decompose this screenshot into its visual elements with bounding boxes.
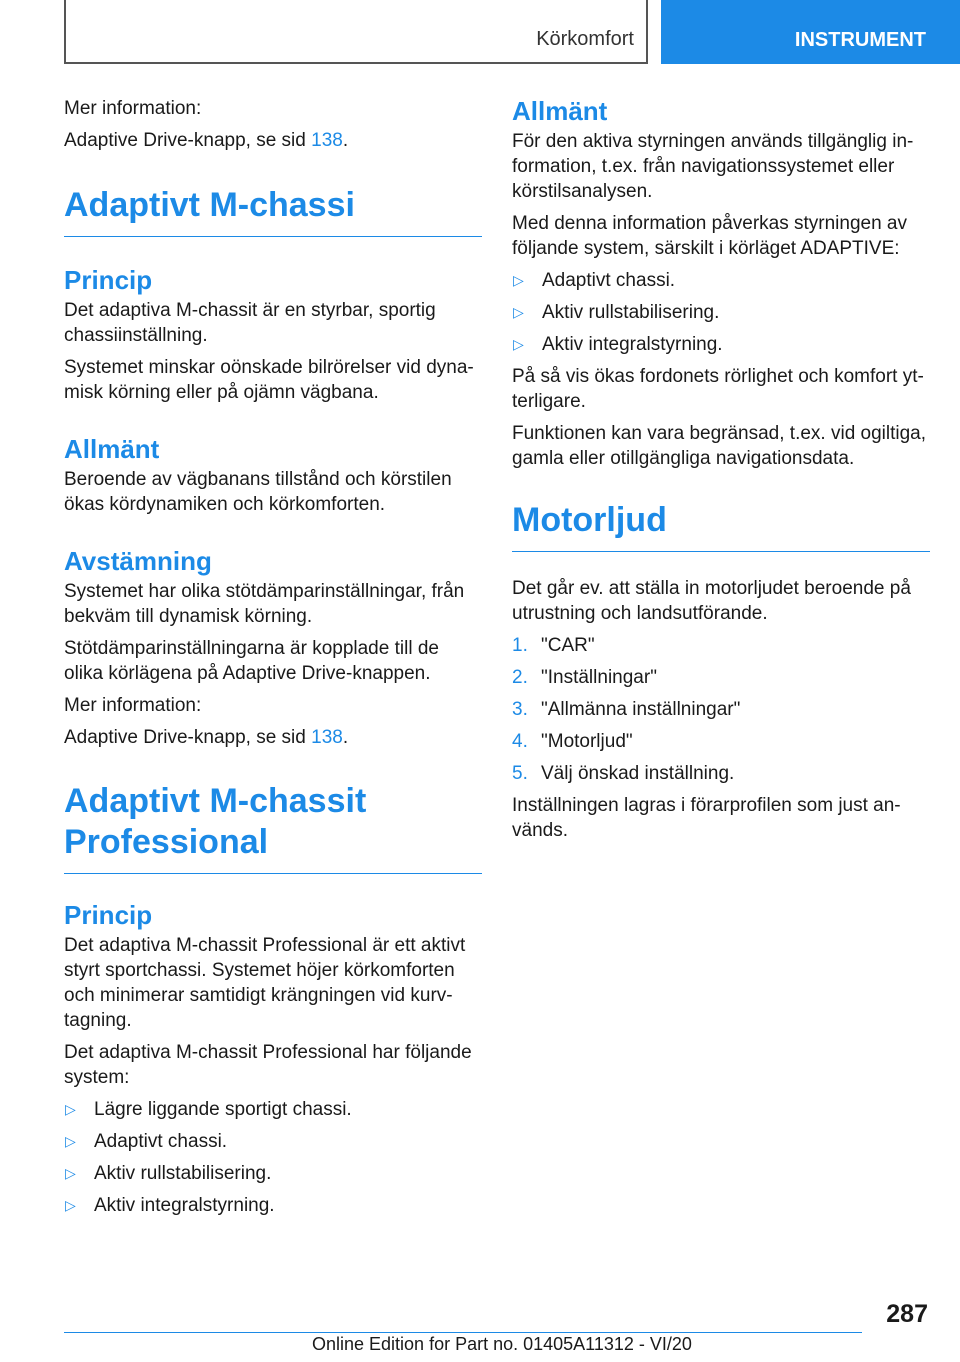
paragraph: Stötdämparinställningarna är kopplade till de olika körlägena på Adaptive Drive-knappen. (64, 638, 439, 684)
page-link[interactable]: 138 (311, 130, 343, 151)
step-item: 4. "Motorljud" (512, 731, 633, 752)
step-item: 2. "Inställningar" (512, 667, 657, 688)
paragraph: För den aktiva styrningen används tillgänglig in-formation, t.ex. från navigationssystemet eller körstilsanalysen. (512, 131, 914, 202)
list-item: ▷ Lägre liggande sportigt chassi. (65, 1099, 352, 1120)
header-chapter-tab[interactable]: INSTRUMENT (661, 0, 960, 64)
page-number: 287 (886, 1300, 928, 1328)
step-item: 3. "Allmänna inställningar" (512, 699, 741, 720)
bullet-list (512, 268, 930, 357)
paragraph: Systemet minskar oönskade bilrörelser vid dyna-misk körning eller på ojämn vägbana. (64, 357, 474, 403)
left-column (64, 96, 482, 1225)
cross-reference: Adaptive Drive-knapp, se sid 138. (64, 727, 349, 748)
heading-allmant: Allmänt (512, 96, 608, 126)
bullet-triangle-icon: ▷ (65, 1197, 76, 1213)
right-column (512, 96, 930, 850)
list-item: ▷ Adaptivt chassi. (65, 1131, 228, 1152)
footer-divider (64, 1332, 862, 1333)
paragraph: Funktionen kan vara begränsad, t.ex. vid ogiltiga, gamla eller otillgängliga navigationsdata. (512, 423, 927, 469)
cross-reference: Adaptive Drive-knapp, se sid 138. (64, 130, 349, 151)
list-item: ▷ Aktiv rullstabilisering. (65, 1163, 272, 1184)
paragraph: Det går ev. att ställa in motorljudet beroende på utrustning och landsutförande. (512, 578, 911, 624)
bullet-triangle-icon: ▷ (513, 336, 524, 352)
step-number: 5. (512, 763, 528, 784)
paragraph: På så vis ökas fordonets rörlighet och komfort yt-terligare. (512, 366, 924, 412)
step-number: 4. (512, 731, 528, 752)
bullet-triangle-icon: ▷ (65, 1133, 76, 1149)
paragraph: Systemet har olika stötdämparinställningar, från bekväm till dynamisk körning. (64, 581, 465, 627)
section-title-adaptivt-m-chassi: Adaptivt M-chassi (64, 185, 482, 237)
steps-list (512, 633, 930, 786)
bullet-triangle-icon: ▷ (513, 304, 524, 320)
section-title-motorljud: Motorljud (512, 500, 930, 552)
paragraph: Det adaptiva M-chassit Professional har följande system: (64, 1042, 472, 1088)
paragraph: Det adaptiva M-chassit Professional är ett aktivt styrt sportchassi. Systemet höjer körkomforten och minimerar samtidigt krängningen vid kurv-tagning. (64, 935, 466, 1031)
bullet-list (64, 1097, 482, 1218)
header-section-title: Körkomfort (536, 28, 634, 50)
paragraph: Inställningen lagras i förarprofilen som just an-vänds. (512, 795, 901, 841)
bullet-triangle-icon: ▷ (65, 1101, 76, 1117)
paragraph: Med denna information påverkas styrningen av följande system, särskilt i körläget ADAPTIVE: (512, 213, 908, 259)
bullet-triangle-icon: ▷ (65, 1165, 76, 1181)
step-number: 3. (512, 699, 528, 720)
step-number: 1. (512, 635, 528, 656)
more-info-label: Mer information: (64, 695, 202, 716)
step-item: 1. "CAR" (512, 635, 595, 656)
more-info-label: Mer information: (64, 98, 202, 119)
paragraph: Beroende av vägbanans tillstånd och körstilen ökas kördynamiken och körkomforten. (64, 469, 452, 515)
list-item: ▷ Aktiv rullstabilisering. (513, 302, 720, 323)
step-number: 2. (512, 667, 528, 688)
heading-princip: Princip (64, 265, 153, 295)
edition-info: Online Edition for Part no. 01405A11312 - VI/20 (312, 1334, 692, 1354)
section-title-adaptivt-m-chassit-professional: Adaptivt M-chassit Professional (64, 781, 482, 874)
list-item: ▷ Aktiv integralstyrning. (65, 1195, 275, 1216)
paragraph: Det adaptiva M-chassit är en styrbar, sportig chassiinställning. (64, 300, 436, 346)
list-item: ▷ Adaptivt chassi. (513, 270, 676, 291)
page-link[interactable]: 138 (311, 727, 343, 748)
heading-allmant: Allmänt (64, 434, 160, 464)
heading-avstamning: Avstämning (64, 546, 212, 576)
heading-princip: Princip (64, 900, 153, 930)
list-item: ▷ Aktiv integralstyrning. (513, 334, 723, 355)
step-item: 5. Välj önskad inställning. (512, 763, 735, 784)
bullet-triangle-icon: ▷ (513, 272, 524, 288)
